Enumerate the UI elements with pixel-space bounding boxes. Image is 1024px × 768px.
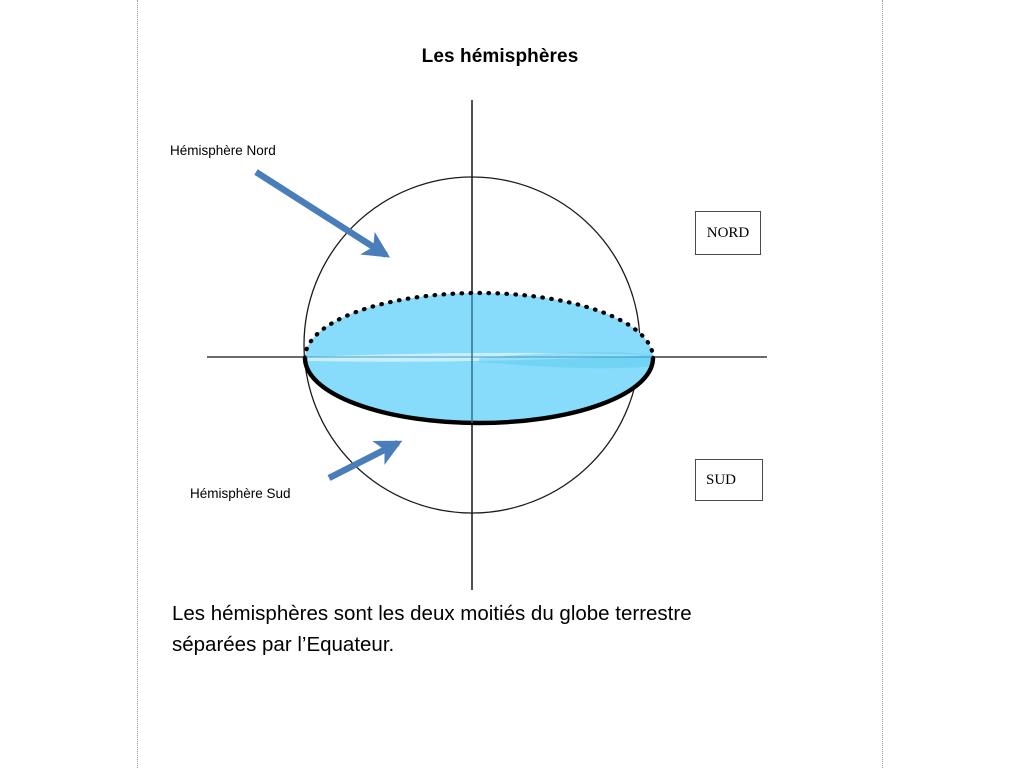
caption-line-1: Les hémisphères sont les deux moitiés du globe terrestre bbox=[172, 602, 692, 625]
page-guide-left bbox=[137, 0, 138, 768]
caption-text bbox=[172, 598, 792, 660]
page-guide-right bbox=[882, 0, 883, 768]
legend-box-nord: NORD bbox=[695, 211, 761, 255]
equator-rim-solid-bottom bbox=[305, 358, 653, 423]
south-hemisphere-arrow bbox=[329, 443, 398, 478]
south-hemisphere-label: Hémisphère Sud bbox=[190, 486, 291, 501]
equatorial-disc-fill bbox=[305, 293, 653, 423]
globe-outline-circle bbox=[304, 177, 640, 513]
disc-highlight-band bbox=[306, 353, 653, 362]
north-hemisphere-label: Hémisphère Nord bbox=[170, 143, 276, 158]
north-hemisphere-arrow bbox=[256, 172, 386, 255]
caption-line-2: séparées par l’Equateur. bbox=[172, 633, 395, 656]
disc-shade-band bbox=[479, 352, 653, 368]
page-title: Les hémisphères bbox=[421, 46, 579, 67]
legend-box-sud: SUD bbox=[695, 459, 763, 501]
equator-rim-dotted-top bbox=[305, 293, 653, 358]
